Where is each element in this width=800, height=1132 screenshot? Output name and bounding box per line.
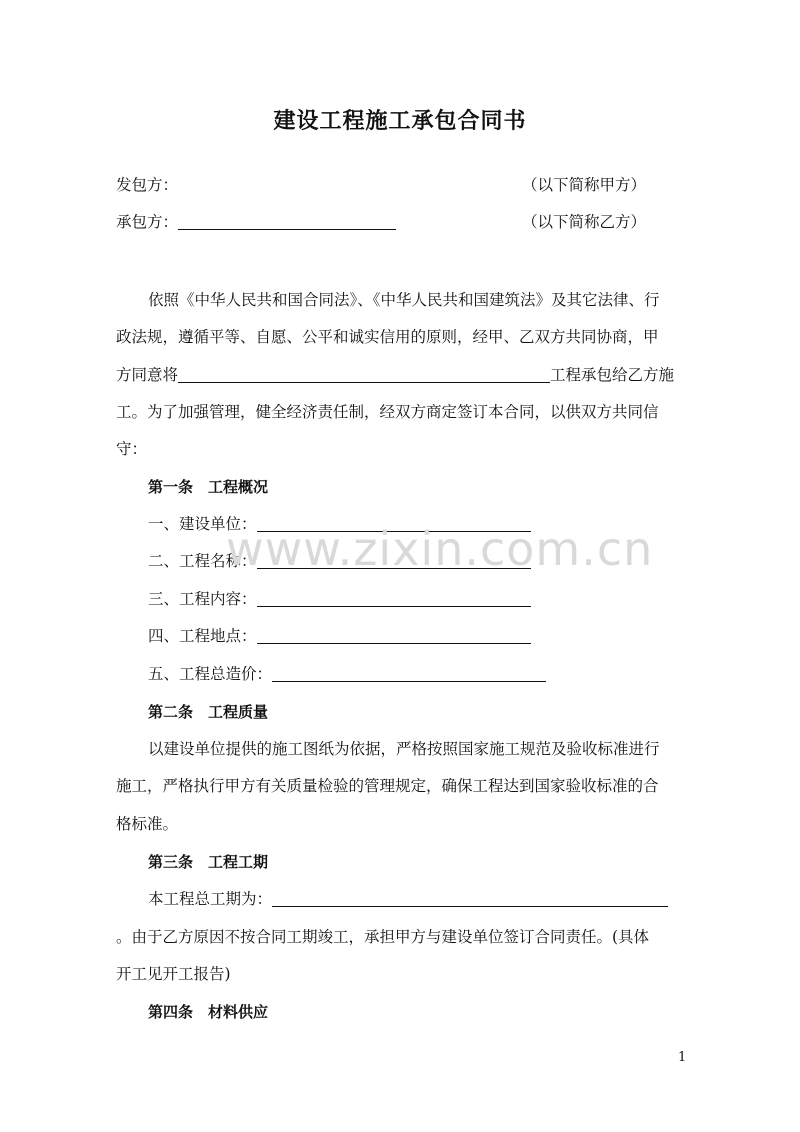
article-2-line-2: 施工，严格执行甲方有关质量检验的管理规定，确保工程达到国家验收标准的合 [116,777,659,795]
item-label: 二、工程名称： [148,552,257,570]
article-1-item-3 [148,589,531,609]
intro-line-3 [116,365,674,385]
item-blank [257,515,531,532]
article-2-line-1: 以建设单位提供的施工图纸为依据，严格按照国家施工规范及验收标准进行 [148,740,660,758]
intro-line-5: 守： [116,440,148,458]
intro-line-1: 依照《中华人民共和国合同法》、《中华人民共和国建筑法》及其它法律、行 [148,291,660,309]
article-1-item-1 [148,514,531,534]
employer-line [116,175,178,195]
article-1-item-4 [148,626,531,646]
article-2-heading: 第二条 工程质量 [148,703,269,721]
item-label: 三、工程内容： [148,590,257,608]
article-3-line-3: 开工见开工报告) [116,965,231,983]
article-3-line-1 [148,889,668,909]
contractor-line [116,212,396,232]
article-3-line-2: 。由于乙方原因不按合同工期竣工，承担甲方与建设单位签订合同责任。(具体 [116,928,650,946]
item-blank [257,552,531,569]
watermark: www.zixin.com.cn [226,522,654,576]
intro-line-3a: 方同意将 [116,366,179,384]
contractor-label: 承包方： [116,213,179,231]
employer-label: 发包方： [116,176,179,194]
item-label: 一、建设单位： [148,515,257,533]
project-name-blank [178,366,550,383]
intro-line-2: 政法规，遵循平等、自愿、公平和诚实信用的原则，经甲、乙双方共同协商，甲 [116,328,659,346]
page-number: 1 [678,1050,687,1065]
item-label: 四、工程地点： [148,627,257,645]
item-blank [272,665,546,682]
contractor-note: （以下简称乙方） [522,213,647,231]
article-1-item-5 [148,664,546,684]
item-label: 五、工程总造价： [148,665,273,683]
employer-note: （以下简称甲方） [522,176,647,194]
article-1-item-2 [148,551,531,571]
item-blank [257,590,531,607]
article-4-heading: 第四条 材料供应 [148,1003,269,1021]
article-2-line-3: 格标准。 [116,815,179,833]
article-1-heading: 第一条 工程概况 [148,478,269,496]
article-3-heading: 第三条 工程工期 [148,853,269,871]
item-blank [257,627,531,644]
contractor-blank [178,213,396,230]
document-title: 建设工程施工承包合同书 [273,109,527,134]
intro-line-4: 工。为了加强管理，健全经济责任制，经双方商定签订本合同，以供双方共同信 [116,403,659,421]
duration-blank [272,890,668,907]
duration-label: 本工程总工期为： [148,890,273,908]
intro-line-3b: 工程承包给乙方施 [550,366,675,384]
